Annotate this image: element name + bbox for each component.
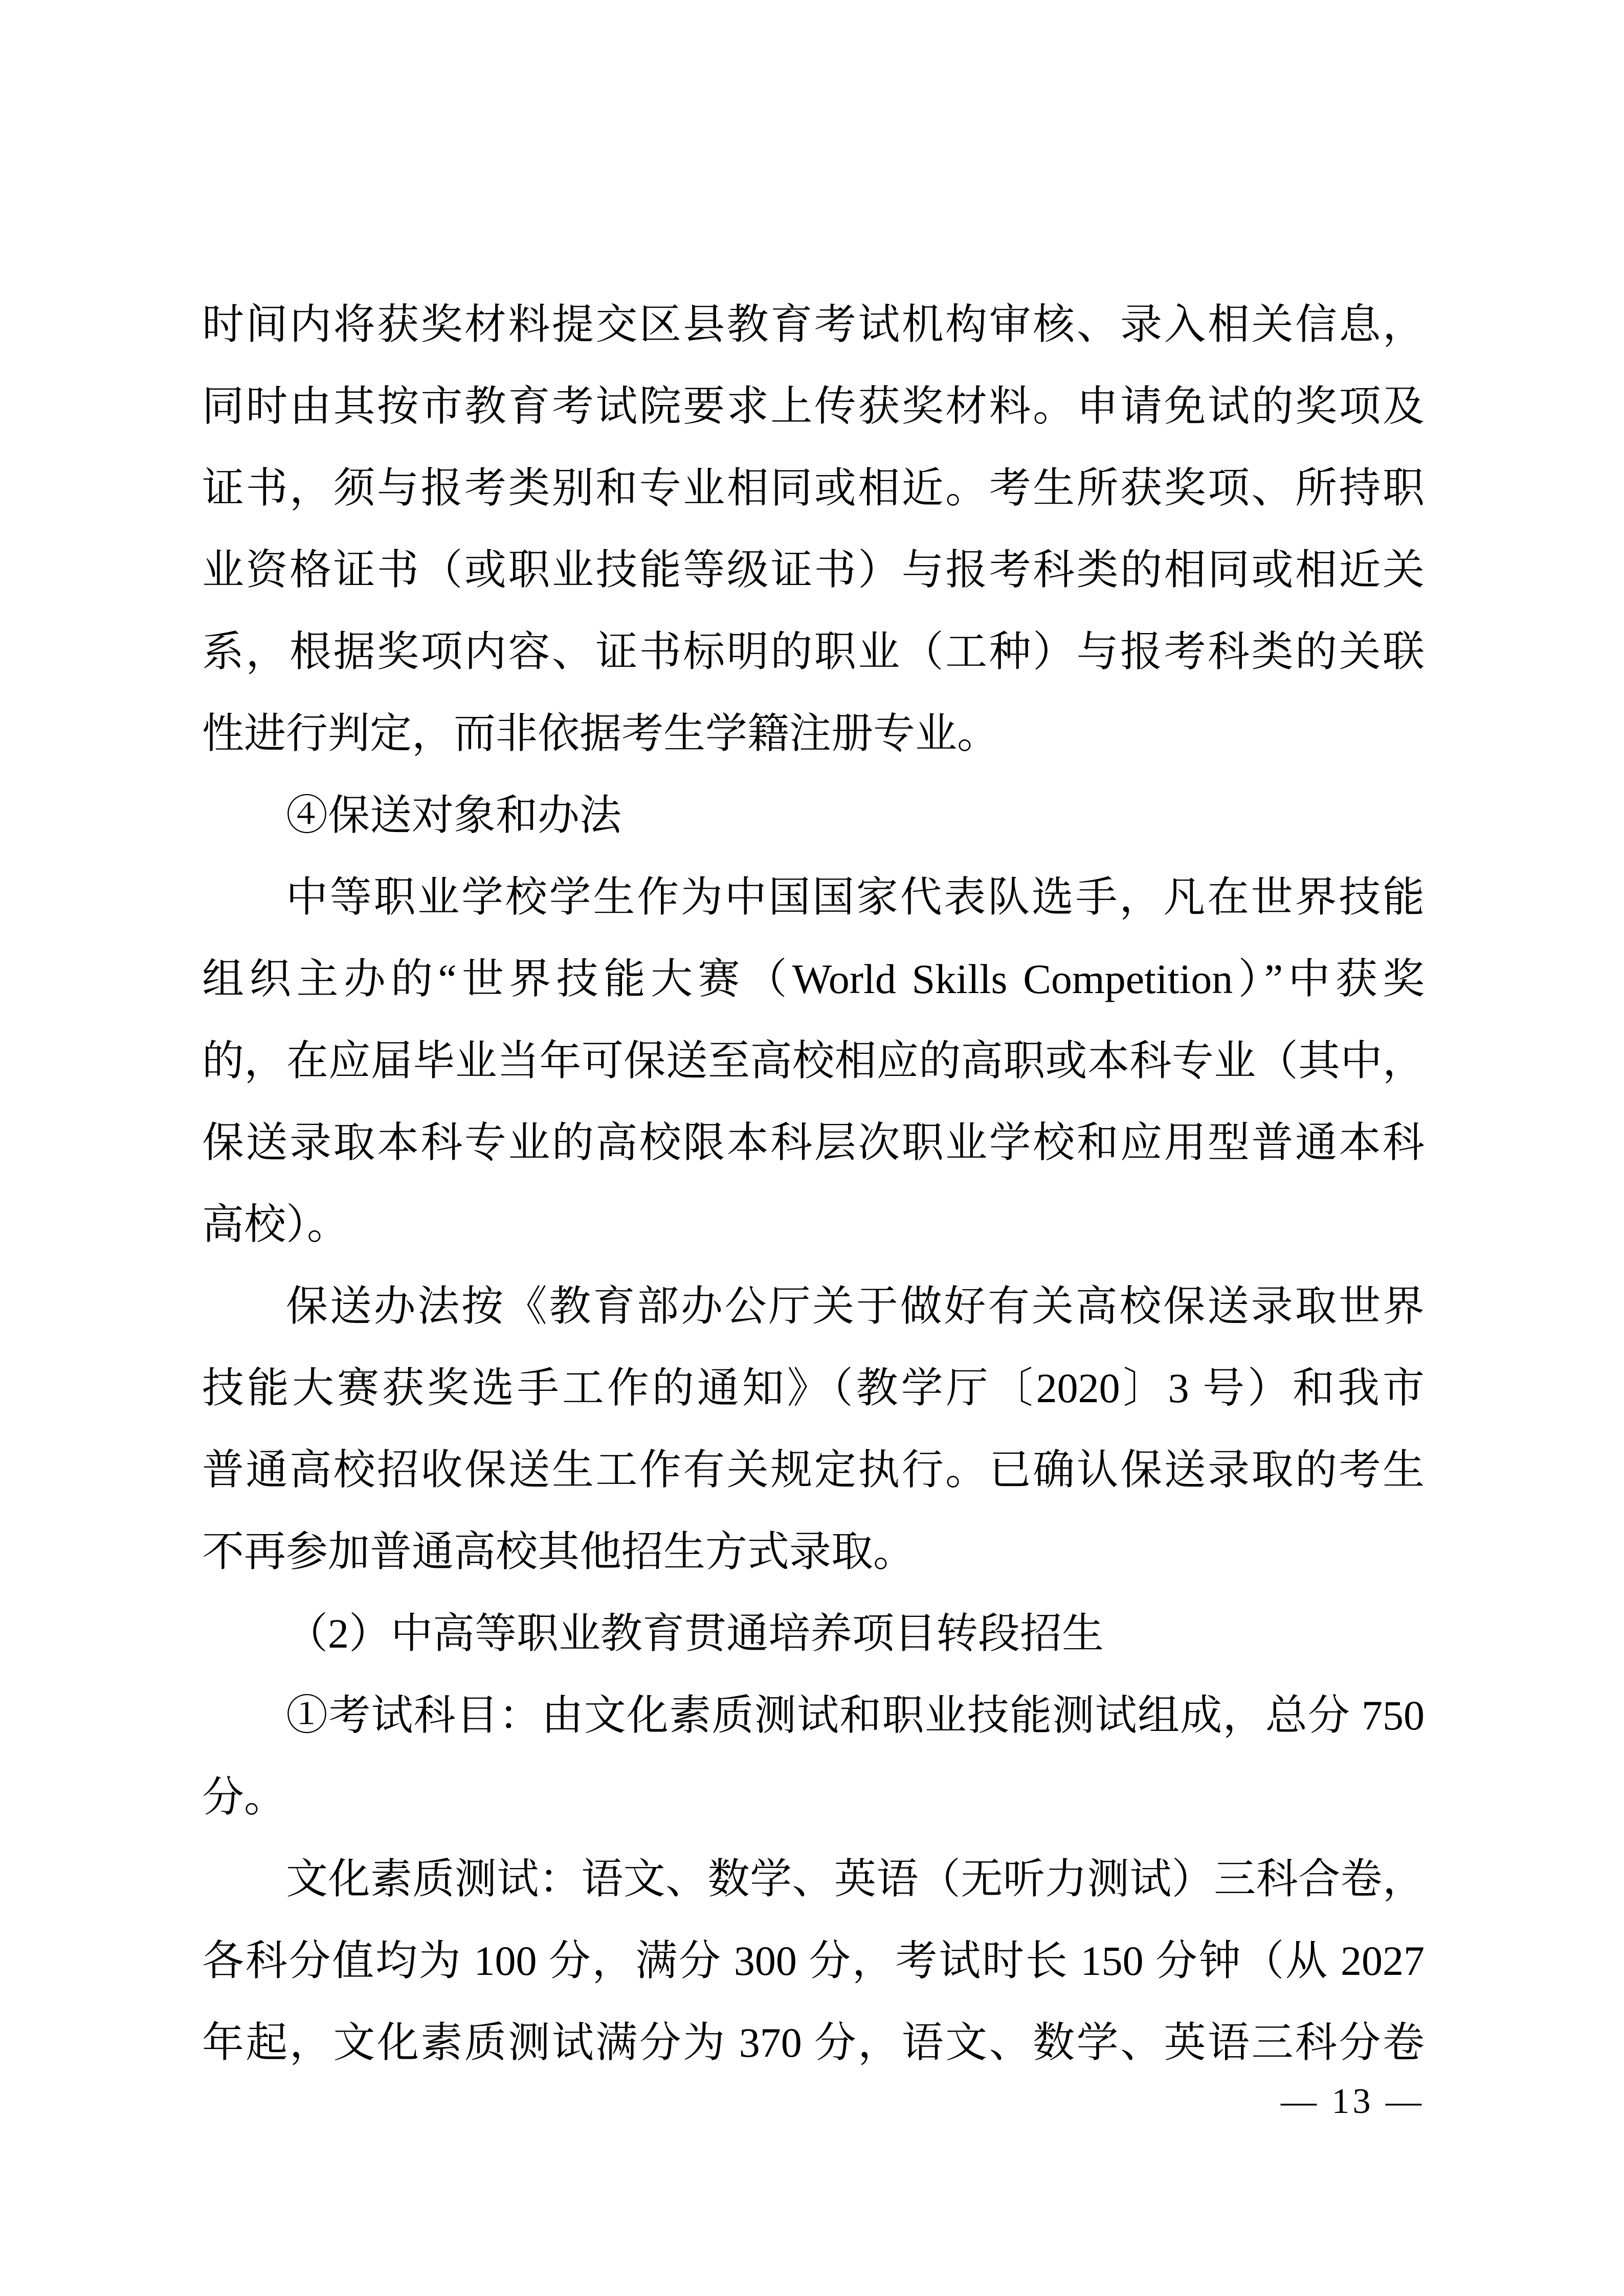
text-line: 业资格证书（或职业技能等级证书）与报考科类的相同或相近关 bbox=[202, 547, 1425, 593]
text-line: 性进行判定，而非依据考生学籍注册专业。 bbox=[202, 710, 999, 757]
text-line: 的，在应届毕业当年可保送至高校相应的高职或本科专业（其中， bbox=[202, 1038, 1425, 1084]
text-line: 技能大赛获奖选手工作的通知》（教学厅〔2020〕3 号）和我市 bbox=[202, 1365, 1425, 1411]
text-line: 各科分值均为 100 分，满分 300 分，考试时长 150 分钟（从 2027 bbox=[202, 1938, 1425, 1984]
text-line: 普通高校招收保送生工作有关规定执行。已确认保送录取的考生 bbox=[202, 1447, 1425, 1493]
document-body bbox=[202, 284, 1425, 2084]
text-line: 文化素质测试：语文、数学、英语（无听力测试）三科合卷， bbox=[286, 1856, 1425, 1902]
page-number: — 13 — bbox=[1281, 2082, 1425, 2121]
text-line: 年起，文化素质测试满分为 370 分，语文、数学、英语三科分卷 bbox=[202, 2019, 1425, 2066]
text-line: 分。 bbox=[202, 1774, 286, 1820]
text-line-heading: （2）中高等职业教育贯通培养项目转段招生 bbox=[286, 1610, 1104, 1657]
text-line: 证书，须与报考类别和专业相同或相近。考生所获奖项、所持职 bbox=[202, 465, 1425, 511]
text-line: 保送办法按《教育部办公厅关于做好有关高校保送录取世界 bbox=[286, 1283, 1425, 1330]
text-line: 系，根据奖项内容、证书标明的职业（工种）与报考科类的关联 bbox=[202, 628, 1425, 675]
text-line: 同时由其按市教育考试院要求上传获奖材料。申请免试的奖项及 bbox=[202, 383, 1425, 430]
page-footer bbox=[202, 2081, 1425, 2122]
text-line: 时间内将获奖材料提交区县教育考试机构审核、录入相关信息， bbox=[202, 301, 1425, 348]
text-line-heading: ④保送对象和办法 bbox=[286, 792, 622, 839]
text-line: 高校）。 bbox=[202, 1201, 349, 1248]
text-line: 保送录取本科专业的高校限本科层次职业学校和应用型普通本科 bbox=[202, 1119, 1425, 1166]
text-line: 中等职业学校学生作为中国国家代表队选手，凡在世界技能 bbox=[286, 874, 1425, 920]
text-line: ①考试科目：由文化素质测试和职业技能测试组成，总分 750 bbox=[286, 1692, 1425, 1739]
text-line: 组织主办的“世界技能大赛（World Skills Competition）”中获奖 bbox=[202, 956, 1425, 1002]
text-line: 不再参加普通高校其他招生方式录取。 bbox=[202, 1528, 916, 1575]
